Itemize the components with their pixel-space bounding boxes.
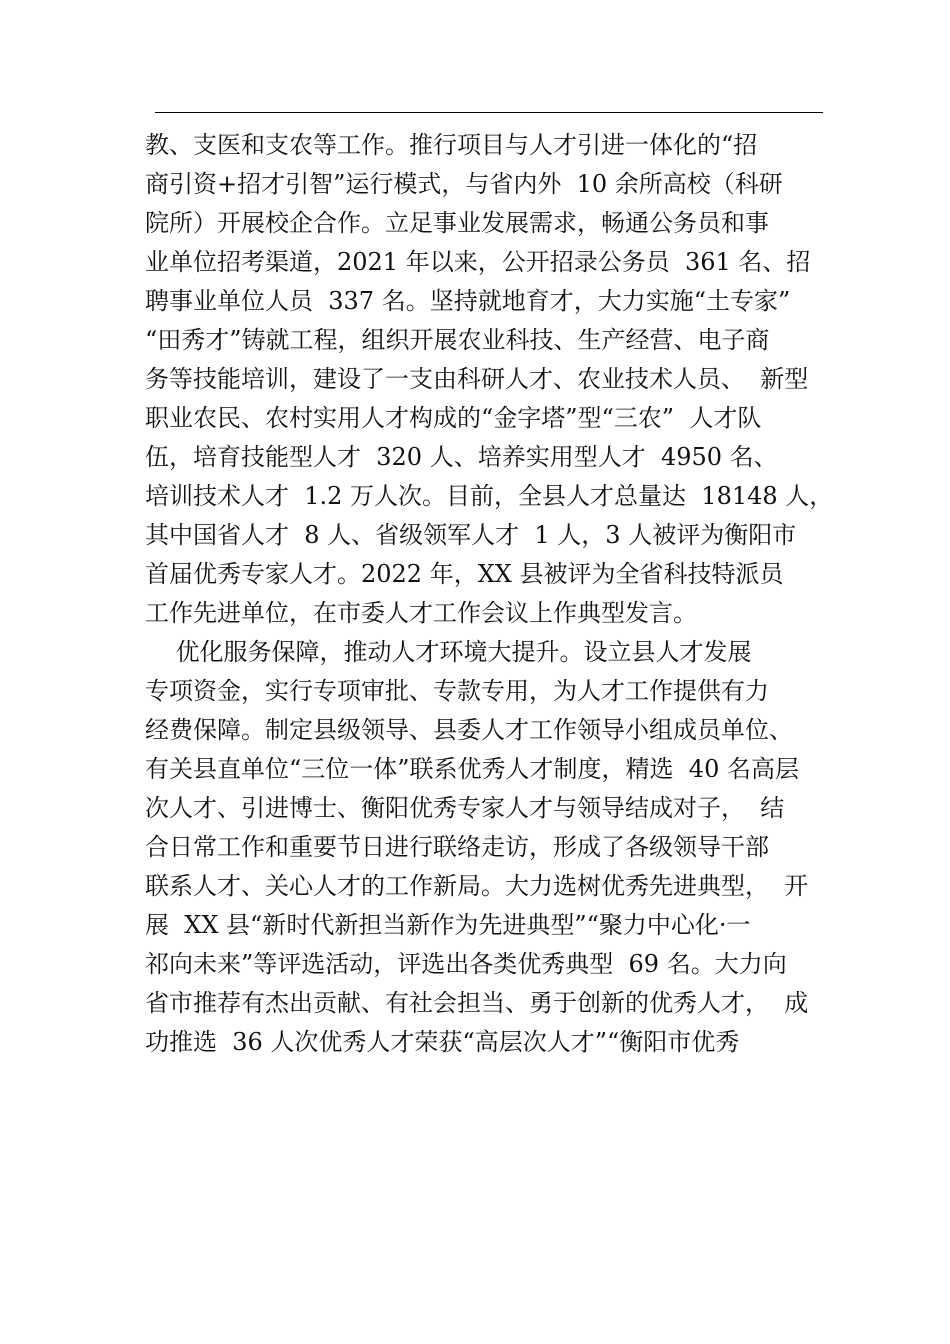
- text-line: 祁向未来”等评选活动，评选出各类优秀典型 69 名。大力向: [145, 950, 787, 978]
- text-line: 其中国省人才 8 人、省级领军人才 1 人，3 人被评为衡阳市: [145, 521, 797, 549]
- text-line: 省市推荐有杰出贡献、有社会担当、勇于创新的优秀人才， 成: [145, 989, 809, 1017]
- text-line: 功推选 36 人次优秀人才荣获“高层次人才”“衡阳市优秀: [145, 1028, 740, 1056]
- text-line: 院所）开展校企合作。立足事业发展需求，畅通公务员和事: [145, 209, 769, 237]
- text-line: 展 XX 县“新时代新担当新作为先进典型”“聚力中心化·一: [145, 911, 751, 939]
- text-line: 务等技能培训，建设了一支由科研人才、农业技术人员、 新型: [145, 365, 809, 393]
- text-line: 商引资+招才引智”运行模式，与省内外 10 余所高校（科研: [145, 170, 783, 198]
- text-line: 聘事业单位人员 337 名。坚持就地育才，大力实施“土专家”: [145, 287, 791, 315]
- header-rule: [155, 112, 823, 113]
- text-line: “田秀才”铸就工程，组织开展农业科技、生产经营、电子商: [145, 326, 770, 354]
- text-line: 次人才、引进博士、衡阳优秀专家人才与领导结成对子， 结: [145, 794, 785, 822]
- text-line: 职业农民、农村实用人才构成的“金字塔”型“三农” 人才队: [145, 404, 762, 432]
- text-line: 专项资金，实行专项审批、专款专用，为人才工作提供有力: [145, 677, 769, 705]
- text-line: 合日常工作和重要节日进行联络走访，形成了各级领导干部: [145, 833, 769, 861]
- text-line: 首届优秀专家人才。2022 年，XX 县被评为全省科技特派员: [145, 560, 784, 588]
- body-text: [145, 126, 835, 1062]
- text-line: 工作先进单位，在市委人才工作会议上作典型发言。: [145, 599, 697, 627]
- paragraph-start-line: 优化服务保障，推动人才环境大提升。设立县人才发展: [145, 638, 752, 666]
- text-line: 有关县直单位“三位一体”联系优秀人才制度，精选 40 名高层: [145, 755, 799, 783]
- text-line: 教、支医和支农等工作。推行项目与人才引进一体化的“招: [145, 131, 758, 159]
- text-line: 培训技术人才 1.2 万人次。目前，全县人才总量达 18148 人，: [145, 482, 834, 510]
- text-line: 经费保障。制定县级领导、县委人才工作领导小组成员单位、: [145, 716, 793, 744]
- text-line: 联系人才、关心人才的工作新局。大力选树优秀先进典型， 开: [145, 872, 809, 900]
- text-line: 伍，培育技能型人才 320 人、培养实用型人才 4950 名、: [145, 443, 778, 471]
- text-line: 业单位招考渠道，2021 年以来，公开招录公务员 361 名、招: [145, 248, 811, 276]
